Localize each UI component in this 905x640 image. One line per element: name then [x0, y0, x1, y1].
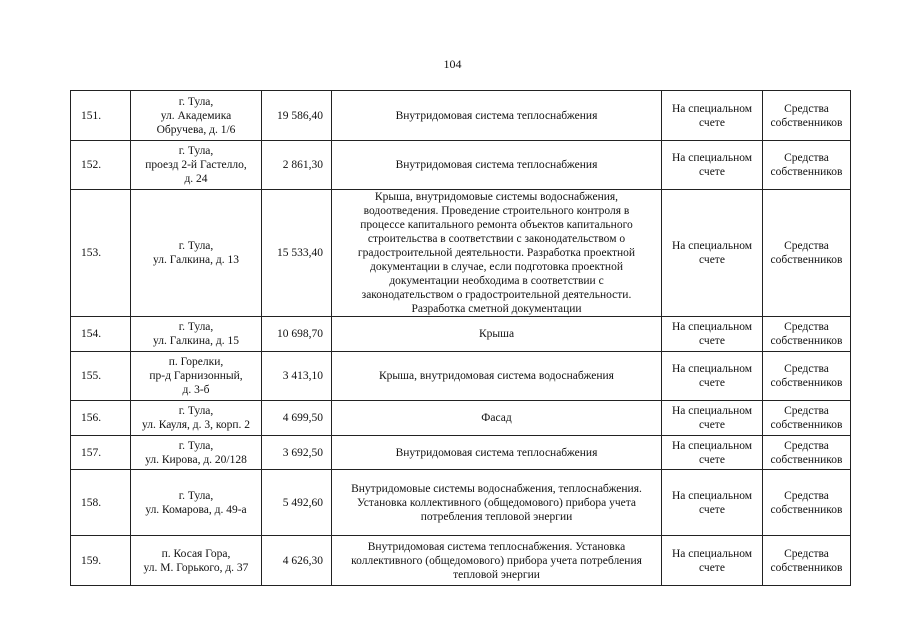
works-cell: Крыша	[332, 317, 662, 352]
source-cell: Средства собственников	[763, 91, 851, 141]
address-cell: п. Косая Гора, ул. М. Горького, д. 37	[131, 536, 262, 586]
row-number: 156.	[71, 401, 131, 436]
method-cell: На специальном счете	[662, 190, 763, 317]
table-row	[71, 91, 851, 141]
row-number: 157.	[71, 436, 131, 470]
row-number: 152.	[71, 141, 131, 190]
cost-cell: 3 692,50	[262, 436, 332, 470]
works-cell: Внутридомовая система теплоснабжения. Установка коллективного (общедомового) прибора учета потребления тепловой энергии	[332, 536, 662, 586]
table-row	[71, 190, 851, 317]
cost-cell: 3 413,10	[262, 352, 332, 401]
source-cell: Средства собственников	[763, 536, 851, 586]
address-cell: г. Тула, ул. Галкина, д. 15	[131, 317, 262, 352]
works-cell: Крыша, внутридомовые системы водоснабжения, водоотведения. Проведение строительного контроля в процессе капитального ремонта объектов капитального строительства в соответствии с законодательством о градостроительной деятельности. Разработка проектной документации в случае, если подготовка проектной документации необходима в соответствии с законодательством о градостроительной деятельности. Разработка сметной документации	[332, 190, 662, 317]
cost-cell: 4 699,50	[262, 401, 332, 436]
cost-cell: 19 586,40	[262, 91, 332, 141]
address-cell: г. Тула, проезд 2-й Гастелло, д. 24	[131, 141, 262, 190]
source-cell: Средства собственников	[763, 436, 851, 470]
cost-cell: 4 626,30	[262, 536, 332, 586]
row-number: 151.	[71, 91, 131, 141]
address-cell: г. Тула, ул. Кауля, д. 3, корп. 2	[131, 401, 262, 436]
method-cell: На специальном счете	[662, 436, 763, 470]
cost-cell: 10 698,70	[262, 317, 332, 352]
table-row	[71, 317, 851, 352]
works-cell: Внутридомовые системы водоснабжения, теплоснабжения. Установка коллективного (общедомового) прибора учета потребления тепловой энергии	[332, 470, 662, 536]
address-cell: п. Горелки, пр-д Гарнизонный, д. 3-б	[131, 352, 262, 401]
source-cell: Средства собственников	[763, 141, 851, 190]
method-cell: На специальном счете	[662, 317, 763, 352]
cost-cell: 5 492,60	[262, 470, 332, 536]
row-number: 155.	[71, 352, 131, 401]
source-cell: Средства собственников	[763, 317, 851, 352]
method-cell: На специальном счете	[662, 470, 763, 536]
works-cell: Внутридомовая система теплоснабжения	[332, 91, 662, 141]
method-cell: На специальном счете	[662, 91, 763, 141]
table-row	[71, 536, 851, 586]
source-cell: Средства собственников	[763, 352, 851, 401]
table-row	[71, 436, 851, 470]
works-cell: Внутридомовая система теплоснабжения	[332, 436, 662, 470]
method-cell: На специальном счете	[662, 141, 763, 190]
method-cell: На специальном счете	[662, 536, 763, 586]
row-number: 159.	[71, 536, 131, 586]
table-row	[71, 141, 851, 190]
address-cell: г. Тула, ул. Кирова, д. 20/128	[131, 436, 262, 470]
source-cell: Средства собственников	[763, 190, 851, 317]
row-number: 154.	[71, 317, 131, 352]
source-cell: Средства собственников	[763, 401, 851, 436]
table-row	[71, 470, 851, 536]
row-number: 153.	[71, 190, 131, 317]
row-number: 158.	[71, 470, 131, 536]
repair-plan-table	[70, 90, 851, 586]
works-cell: Фасад	[332, 401, 662, 436]
address-cell: г. Тула, ул. Комарова, д. 49-а	[131, 470, 262, 536]
cost-cell: 15 533,40	[262, 190, 332, 317]
cost-cell: 2 861,30	[262, 141, 332, 190]
address-cell: г. Тула, ул. Академика Обручева, д. 1/6	[131, 91, 262, 141]
source-cell: Средства собственников	[763, 470, 851, 536]
works-cell: Крыша, внутридомовая система водоснабжения	[332, 352, 662, 401]
table-row	[71, 352, 851, 401]
works-cell: Внутридомовая система теплоснабжения	[332, 141, 662, 190]
address-cell: г. Тула, ул. Галкина, д. 13	[131, 190, 262, 317]
method-cell: На специальном счете	[662, 401, 763, 436]
page-number: 104	[443, 57, 462, 71]
method-cell: На специальном счете	[662, 352, 763, 401]
table-row	[71, 401, 851, 436]
